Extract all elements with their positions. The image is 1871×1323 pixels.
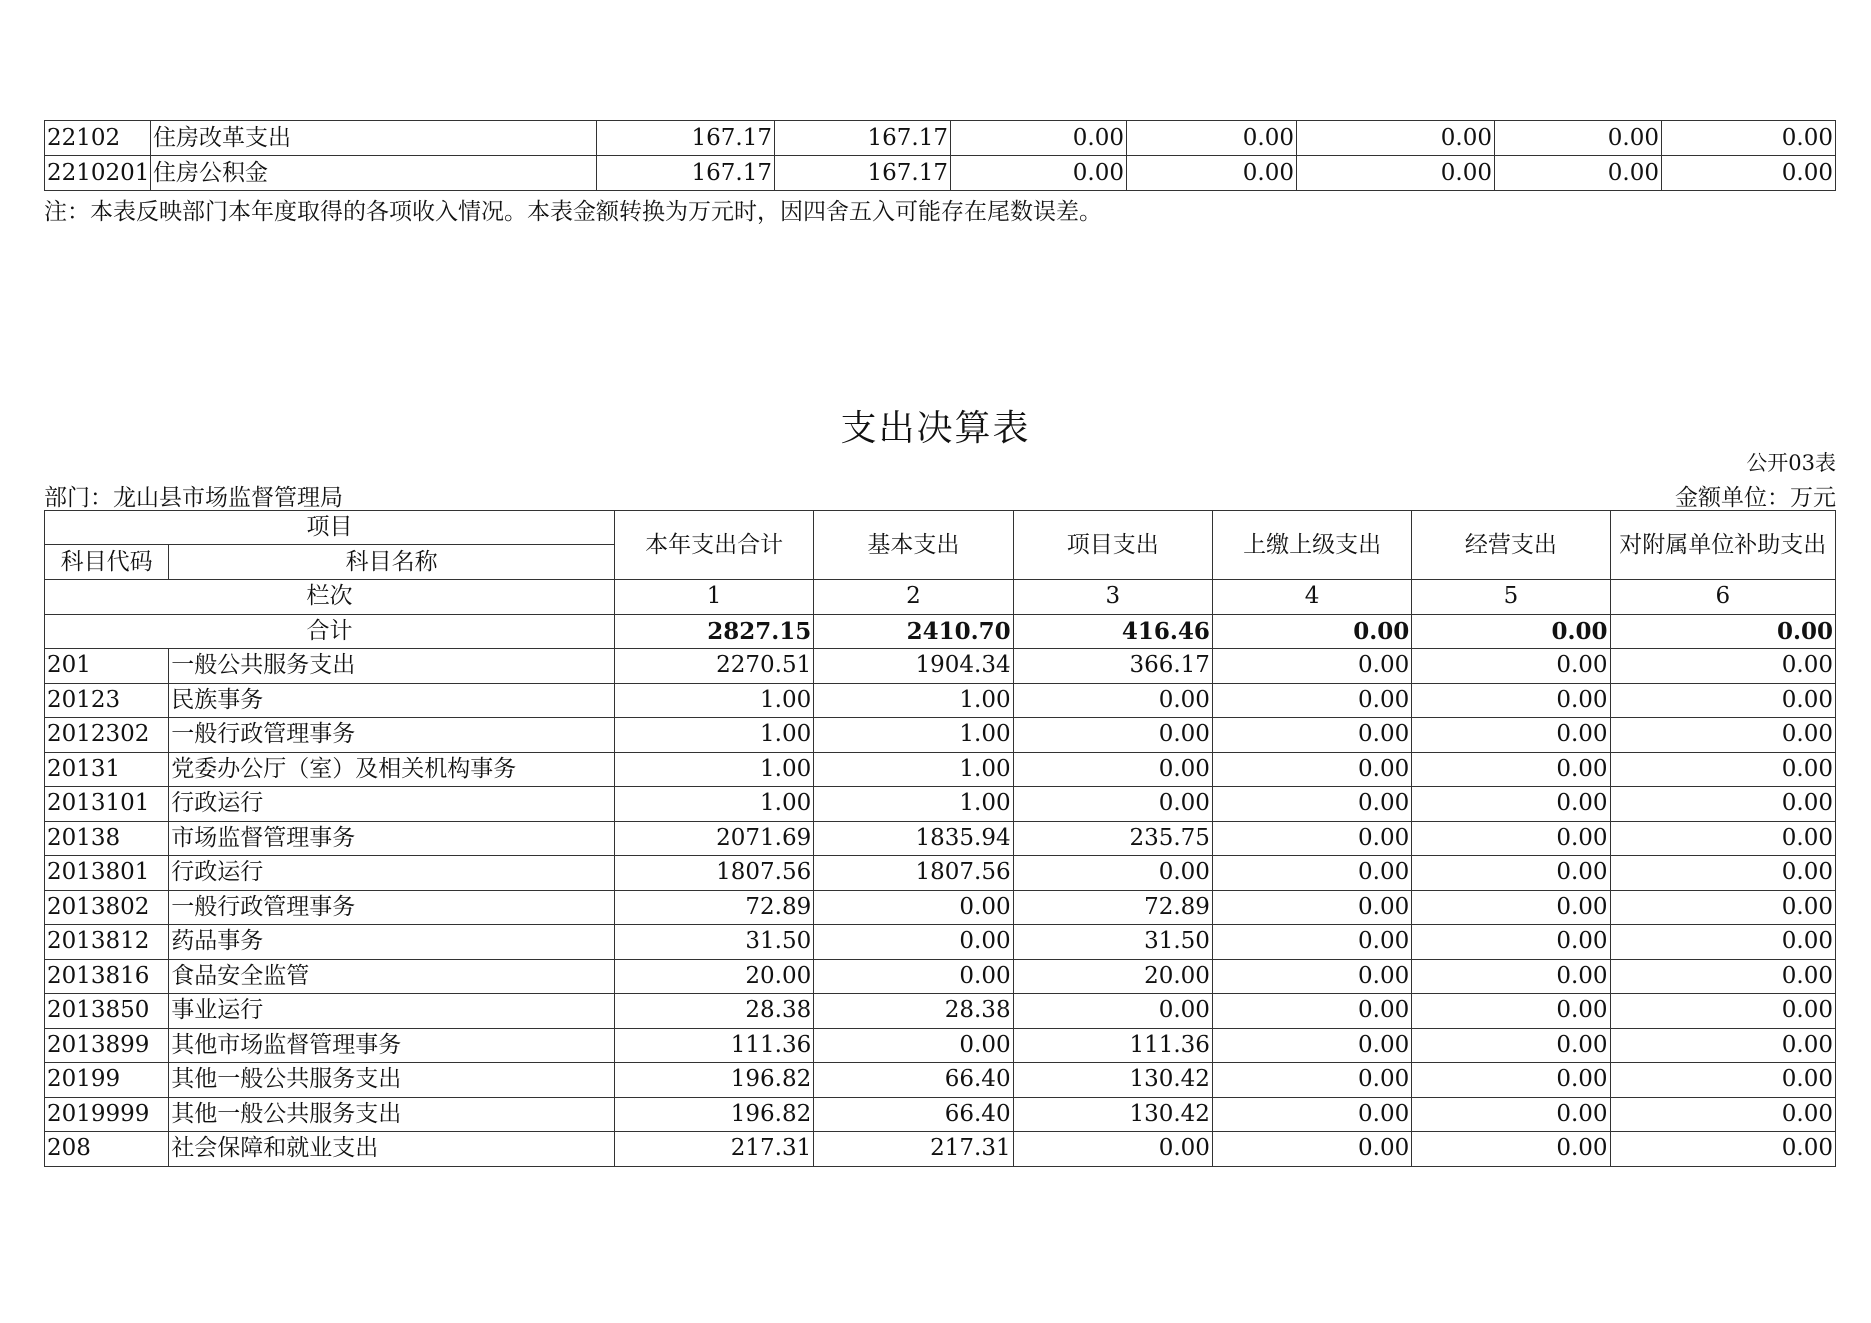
- amount-cell: 0.00: [1013, 994, 1212, 1029]
- amount-cell: 2270.51: [614, 649, 813, 684]
- amount-cell: 66.40: [814, 1097, 1013, 1132]
- amount-cell: 0.00: [1412, 994, 1610, 1029]
- amount-cell: 167.17: [597, 156, 775, 191]
- table-row: [45, 121, 1836, 156]
- subject-code: 20138: [45, 821, 169, 856]
- amount-cell: 0.00: [1610, 821, 1835, 856]
- subject-code: 2013812: [45, 925, 169, 960]
- header-name: 科目名称: [169, 545, 615, 580]
- amount-cell: 0.00: [951, 156, 1127, 191]
- header-col-5: 经营支出: [1412, 511, 1610, 580]
- amount-cell: 0.00: [1127, 121, 1297, 156]
- amount-cell: 1807.56: [814, 856, 1013, 891]
- amount-cell: 0.00: [1412, 752, 1610, 787]
- amount-cell: 0.00: [1212, 856, 1411, 891]
- subject-name: 行政运行: [169, 787, 615, 822]
- amount-cell: 1.00: [614, 752, 813, 787]
- amount-cell: 0.00: [1013, 683, 1212, 718]
- table-row: [45, 1132, 1836, 1167]
- amount-cell: 0.00: [1212, 752, 1411, 787]
- income-table-note: 注：本表反映部门本年度取得的各项收入情况。本表金额转换为万元时，因四舍五入可能存在尾数误差。: [44, 199, 1102, 225]
- amount-cell: 196.82: [614, 1063, 813, 1098]
- amount-cell: 0.00: [1610, 856, 1835, 891]
- subject-name: 一般行政管理事务: [169, 890, 615, 925]
- amount-cell: 0.00: [1412, 890, 1610, 925]
- amount-cell: 111.36: [614, 1028, 813, 1063]
- amount-cell: 0.00: [1412, 959, 1610, 994]
- amount-cell: 1.00: [614, 787, 813, 822]
- amount-cell: 1904.34: [814, 649, 1013, 684]
- subject-code: 201: [45, 649, 169, 684]
- amount-cell: 0.00: [1412, 1097, 1610, 1132]
- amount-cell: 217.31: [614, 1132, 813, 1167]
- table-row: [45, 649, 1836, 684]
- amount-cell: 0.00: [1212, 787, 1411, 822]
- income-table-body: [45, 121, 1836, 191]
- amount-cell: 0.00: [1013, 1132, 1212, 1167]
- subject-code: 2013801: [45, 856, 169, 891]
- subject-code: 22102: [45, 121, 151, 156]
- amount-cell: 0.00: [1212, 683, 1411, 718]
- amount-cell: 0.00: [1610, 925, 1835, 960]
- subject-name: 药品事务: [169, 925, 615, 960]
- column-number: 5: [1412, 580, 1610, 615]
- amount-cell: 111.36: [1013, 1028, 1212, 1063]
- amount-cell: 0.00: [1662, 121, 1836, 156]
- amount-cell: 0.00: [1610, 959, 1835, 994]
- table-row: [45, 752, 1836, 787]
- column-number: 2: [814, 580, 1013, 615]
- header-col-4: 上缴上级支出: [1212, 511, 1411, 580]
- amount-cell: 31.50: [614, 925, 813, 960]
- amount-cell: 0.00: [1212, 1132, 1411, 1167]
- amount-cell: 1.00: [614, 718, 813, 753]
- subject-name: 社会保障和就业支出: [169, 1132, 615, 1167]
- total-value: 2827.15: [614, 614, 813, 649]
- amount-cell: 0.00: [1212, 1028, 1411, 1063]
- amount-cell: 0.00: [1297, 156, 1495, 191]
- amount-cell: 0.00: [1212, 1063, 1411, 1098]
- amount-unit-label: 金额单位：万元: [1675, 485, 1836, 511]
- amount-cell: 0.00: [1127, 156, 1297, 191]
- expenditure-table: [44, 510, 1836, 1167]
- subject-code: 2013850: [45, 994, 169, 1029]
- total-label: 合计: [45, 614, 615, 649]
- amount-cell: 0.00: [1297, 121, 1495, 156]
- table-row: [45, 1097, 1836, 1132]
- table-row: [45, 925, 1836, 960]
- amount-cell: 0.00: [1412, 787, 1610, 822]
- amount-cell: 1.00: [814, 718, 1013, 753]
- header-item: 项目: [45, 511, 615, 545]
- amount-cell: 0.00: [1495, 121, 1662, 156]
- column-number: 1: [614, 580, 813, 615]
- table-row: [45, 856, 1836, 891]
- total-value: 2410.70: [814, 614, 1013, 649]
- total-value: 0.00: [1212, 614, 1411, 649]
- amount-cell: 0.00: [1212, 890, 1411, 925]
- amount-cell: 0.00: [1610, 1132, 1835, 1167]
- amount-cell: 0.00: [1412, 1132, 1610, 1167]
- amount-cell: 0.00: [1212, 959, 1411, 994]
- amount-cell: 0.00: [1412, 718, 1610, 753]
- subject-code: 20199: [45, 1063, 169, 1098]
- amount-cell: 0.00: [1412, 649, 1610, 684]
- amount-cell: 0.00: [1412, 1063, 1610, 1098]
- column-number: 3: [1013, 580, 1212, 615]
- table-row: [45, 821, 1836, 856]
- amount-cell: 0.00: [1013, 856, 1212, 891]
- amount-cell: 167.17: [775, 121, 951, 156]
- amount-cell: 28.38: [814, 994, 1013, 1029]
- amount-cell: 366.17: [1013, 649, 1212, 684]
- amount-cell: 0.00: [1013, 787, 1212, 822]
- table-row: [45, 959, 1836, 994]
- amount-cell: 1835.94: [814, 821, 1013, 856]
- amount-cell: 1.00: [814, 683, 1013, 718]
- column-number: 6: [1610, 580, 1835, 615]
- amount-cell: 0.00: [1610, 718, 1835, 753]
- subject-name: 市场监督管理事务: [169, 821, 615, 856]
- subject-name: 食品安全监管: [169, 959, 615, 994]
- subject-code: 2013816: [45, 959, 169, 994]
- subject-name: 行政运行: [169, 856, 615, 891]
- amount-cell: 0.00: [1212, 994, 1411, 1029]
- total-value: 0.00: [1412, 614, 1610, 649]
- amount-cell: 130.42: [1013, 1063, 1212, 1098]
- subject-name: 住房改革支出: [151, 121, 597, 156]
- amount-cell: 0.00: [1212, 649, 1411, 684]
- table-row: [45, 1063, 1836, 1098]
- amount-cell: 0.00: [1212, 1097, 1411, 1132]
- subject-code: 20123: [45, 683, 169, 718]
- amount-cell: 0.00: [1212, 718, 1411, 753]
- amount-cell: 0.00: [951, 121, 1127, 156]
- table-row: [45, 156, 1836, 191]
- table-row: [45, 683, 1836, 718]
- subject-name: 民族事务: [169, 683, 615, 718]
- subject-name: 住房公积金: [151, 156, 597, 191]
- amount-cell: 167.17: [775, 156, 951, 191]
- amount-cell: 217.31: [814, 1132, 1013, 1167]
- subject-code: 20131: [45, 752, 169, 787]
- table-row: [45, 890, 1836, 925]
- amount-cell: 72.89: [614, 890, 813, 925]
- amount-cell: 2071.69: [614, 821, 813, 856]
- amount-cell: 0.00: [1412, 683, 1610, 718]
- amount-cell: 0.00: [1412, 821, 1610, 856]
- amount-cell: 1.00: [614, 683, 813, 718]
- amount-cell: 167.17: [597, 121, 775, 156]
- amount-cell: 0.00: [1212, 821, 1411, 856]
- amount-cell: 0.00: [1610, 1097, 1835, 1132]
- amount-cell: 1807.56: [614, 856, 813, 891]
- amount-cell: 0.00: [1610, 890, 1835, 925]
- amount-cell: 235.75: [1013, 821, 1212, 856]
- amount-cell: 0.00: [1212, 925, 1411, 960]
- amount-cell: 28.38: [614, 994, 813, 1029]
- amount-cell: 66.40: [814, 1063, 1013, 1098]
- subject-name: 党委办公厅（室）及相关机构事务: [169, 752, 615, 787]
- subject-name: 一般公共服务支出: [169, 649, 615, 684]
- amount-cell: 20.00: [614, 959, 813, 994]
- amount-cell: 196.82: [614, 1097, 813, 1132]
- amount-cell: 0.00: [1610, 994, 1835, 1029]
- subject-code: 2210201: [45, 156, 151, 191]
- amount-cell: 0.00: [814, 959, 1013, 994]
- amount-cell: 0.00: [1013, 752, 1212, 787]
- amount-cell: 0.00: [1610, 649, 1835, 684]
- amount-cell: 0.00: [1610, 1028, 1835, 1063]
- report-title: 支出决算表: [840, 408, 1031, 449]
- column-number: 4: [1212, 580, 1411, 615]
- amount-cell: 0.00: [1610, 1063, 1835, 1098]
- header-col-2: 基本支出: [814, 511, 1013, 580]
- column-number-label: 栏次: [45, 580, 615, 615]
- amount-cell: 0.00: [1610, 787, 1835, 822]
- subject-code: 2013899: [45, 1028, 169, 1063]
- subject-code: 2013101: [45, 787, 169, 822]
- amount-cell: 0.00: [1495, 156, 1662, 191]
- subject-code: 2012302: [45, 718, 169, 753]
- subject-name: 其他市场监督管理事务: [169, 1028, 615, 1063]
- amount-cell: 0.00: [814, 890, 1013, 925]
- amount-cell: 0.00: [1412, 856, 1610, 891]
- table-row: [45, 718, 1836, 753]
- amount-cell: 72.89: [1013, 890, 1212, 925]
- subject-name: 事业运行: [169, 994, 615, 1029]
- amount-cell: 1.00: [814, 752, 1013, 787]
- subject-name: 其他一般公共服务支出: [169, 1097, 615, 1132]
- subject-code: 208: [45, 1132, 169, 1167]
- amount-cell: 0.00: [1412, 925, 1610, 960]
- total-value: 0.00: [1610, 614, 1835, 649]
- table-row: [45, 994, 1836, 1029]
- table-row: [45, 787, 1836, 822]
- amount-cell: 0.00: [1610, 683, 1835, 718]
- amount-cell: 20.00: [1013, 959, 1212, 994]
- amount-cell: 130.42: [1013, 1097, 1212, 1132]
- header-code: 科目代码: [45, 545, 169, 580]
- amount-cell: 0.00: [1412, 1028, 1610, 1063]
- amount-cell: 1.00: [814, 787, 1013, 822]
- subject-name: 一般行政管理事务: [169, 718, 615, 753]
- form-id: 公开03表: [1746, 451, 1836, 475]
- header-col-1: 本年支出合计: [614, 511, 813, 580]
- amount-cell: 0.00: [814, 925, 1013, 960]
- subject-name: 其他一般公共服务支出: [169, 1063, 615, 1098]
- amount-cell: 0.00: [1662, 156, 1836, 191]
- header-col-6: 对附属单位补助支出: [1610, 511, 1835, 580]
- amount-cell: 0.00: [814, 1028, 1013, 1063]
- expenditure-table-header: [45, 511, 1836, 649]
- header-col-3: 项目支出: [1013, 511, 1212, 580]
- income-table-continuation: [44, 120, 1836, 191]
- subject-code: 2013802: [45, 890, 169, 925]
- amount-cell: 0.00: [1610, 752, 1835, 787]
- subject-code: 2019999: [45, 1097, 169, 1132]
- department-label: 部门：龙山县市场监督管理局: [44, 485, 343, 511]
- amount-cell: 0.00: [1013, 718, 1212, 753]
- expenditure-table-body: [45, 649, 1836, 1167]
- total-row: [45, 614, 1836, 649]
- amount-cell: 31.50: [1013, 925, 1212, 960]
- table-row: [45, 1028, 1836, 1063]
- total-value: 416.46: [1013, 614, 1212, 649]
